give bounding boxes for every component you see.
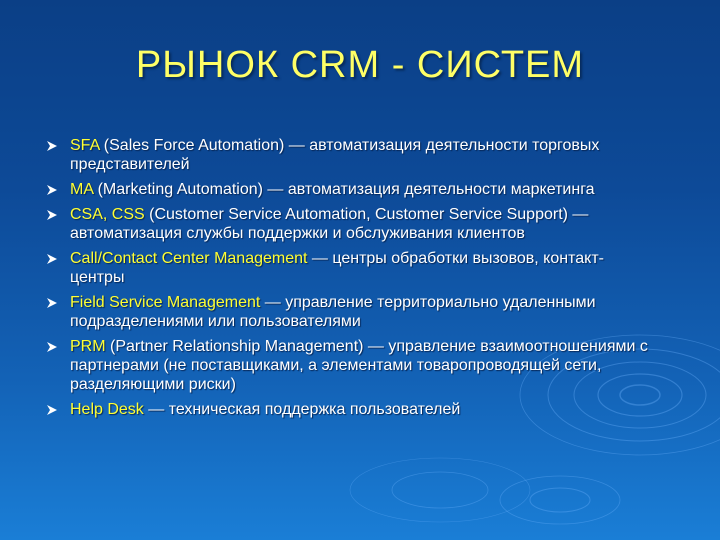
bullet-item-ma — [46, 180, 656, 199]
arrowhead-bullet-icon — [46, 184, 58, 196]
bullet-term: Help Desk — [70, 401, 144, 418]
bullet-item-field-service — [46, 293, 656, 331]
bullet-term: Field Service Management — [70, 294, 261, 311]
bullet-text: — управление территориально удаленными подразделениями или пользователями — [70, 294, 596, 330]
arrowhead-bullet-icon — [46, 297, 58, 309]
bullet-text: (Marketing Automation) — автоматизация деятельности маркетинга — [93, 181, 595, 198]
bullet-item-prm — [46, 337, 656, 394]
bullet-item-csa-css — [46, 205, 656, 243]
arrowhead-bullet-icon — [46, 209, 58, 221]
arrowhead-bullet-icon — [46, 404, 58, 416]
bullet-term: MA — [70, 181, 94, 198]
bullet-item-call-center — [46, 249, 656, 287]
bullet-text: (Sales Force Automation) — автоматизация деятельности торговых представителей — [70, 137, 600, 173]
bullet-text: — техническая поддержка пользователей — [143, 401, 461, 418]
bullet-term: CSA, CSS — [70, 206, 145, 223]
bullet-item-sfa — [46, 136, 656, 174]
bullet-term: Call/Contact Center Management — [70, 250, 308, 267]
bullet-list — [46, 136, 656, 425]
bullet-text: — центры обработки вызовов, контакт-центры — [70, 250, 604, 286]
bullet-term: SFA — [70, 137, 100, 154]
bullet-term: PRM — [70, 338, 106, 355]
arrowhead-bullet-icon — [46, 140, 58, 152]
arrowhead-bullet-icon — [46, 341, 58, 353]
arrowhead-bullet-icon — [46, 253, 58, 265]
bullet-text: (Partner Relationship Management) — управление взаимоотношениями с партнерами (не поставщиками, а элементами товаропроводящей сети, разделяющими риски) — [70, 338, 648, 393]
bullet-text: (Customer Service Automation, Customer Service Support) — автоматизация службы поддержки и обслуживания клиентов — [70, 206, 589, 242]
slide-title: РЫНОК CRM - СИСТЕМ — [135, 44, 585, 86]
bullet-item-help-desk — [46, 400, 656, 419]
